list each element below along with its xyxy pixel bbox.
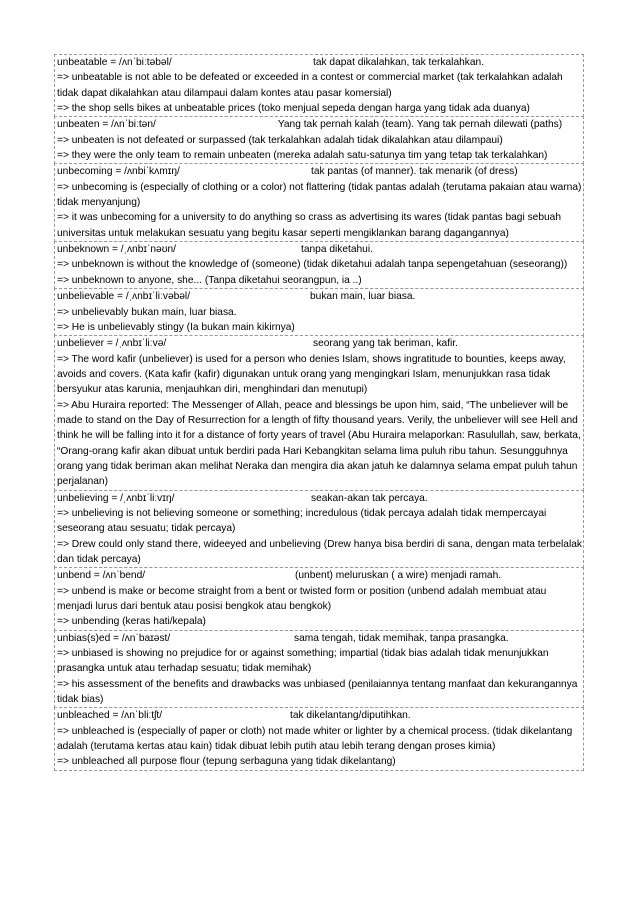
example-line: => unbeaten is not defeated or surpassed (tak terkalahkan adalah tidak dikalahkan atau dilampaui) bbox=[57, 134, 503, 146]
headword: unbeknown = /ˌʌnbɪˈnəʊn/ bbox=[57, 244, 177, 256]
dictionary-entry bbox=[54, 490, 584, 569]
translation: tak pantas (of manner). tak menarik (of dress) bbox=[311, 166, 518, 178]
entry-header bbox=[55, 708, 583, 723]
translation: seakan-akan tak percaya. bbox=[311, 492, 428, 504]
dictionary-entry bbox=[54, 163, 584, 242]
example-line: => unbelieving is not believing someone or something; incredulous (tidak percaya adalah tidak mempercayai seseorang atau sesuatu; tidak percaya) bbox=[57, 507, 547, 535]
entry-header bbox=[55, 55, 583, 70]
example-line: => The word kafir (unbeliever) is used for a person who denies Islam, shows ingratitude to bounties, keeps away, avoids and covers. (Kata kafir (kafir) digunakan untuk orang yang mengingkari Islam, menunjukkan rasa tidak bersyukur atas karunia, menjauhkan diri, menghindari dan menutupi) bbox=[57, 353, 566, 396]
example-line: => unbend is make or become straight from a bent or twisted form or position (unbend adalah membuat atau menjadi lurus dari bentuk atau posisi bengkok atau bengkok) bbox=[57, 585, 547, 613]
entry-header bbox=[55, 336, 583, 351]
headword: unbelievable = /ˌʌnbɪˈliːvəbəl/ bbox=[57, 291, 191, 303]
entry-header bbox=[55, 242, 583, 257]
dictionary-entry bbox=[54, 335, 584, 490]
headword: unbecoming = /ʌnbiˈkʌmɪŋ/ bbox=[57, 166, 180, 178]
example-line: => his assessment of the benefits and drawbacks was unbiased (penilaiannya tentang manfaat dan kekurangannya tidak bias) bbox=[57, 678, 578, 706]
entry-header bbox=[55, 491, 583, 506]
translation: Yang tak pernah kalah (team). Yang tak pernah dilewati (paths) bbox=[277, 119, 563, 131]
headword: unbeliever = /ˌʌnbɪˈliːvə/ bbox=[57, 338, 167, 350]
example-line: => unbecoming is (especially of clothing or a color) not flattering (tidak pantas adalah (terutama pakaian atau warna) tidak menyanjung) bbox=[57, 181, 582, 209]
example-line: => it was unbecoming for a university to do anything so crass as advertising its wares (tidak pantas bagi sebuah universitas untuk melakukan sesuatu yang begitu kasar seperti mengiklankan barang dagangannya) bbox=[57, 212, 561, 239]
dictionary-entry bbox=[54, 241, 584, 289]
entry-header bbox=[55, 164, 583, 179]
translation: tak dikelantang/diputihkan. bbox=[290, 710, 411, 722]
example-line: => unbleached is (especially of paper or cloth) not made whiter or lighter by a chemical process. (tidak dikelantang adalah (terutama kertas atau kain) tidak dibuat lebih putih atau lebih terang dengan proses kimia) bbox=[57, 725, 573, 753]
entry-header bbox=[55, 117, 583, 132]
translation: tak dapat dikalahkan, tak terkalahkan. bbox=[313, 57, 485, 68]
dictionary-entries bbox=[54, 55, 584, 771]
translation: (unbent) meluruskan ( a wire) menjadi ramah. bbox=[295, 570, 502, 582]
example-line: => unbelievably bukan main, luar biasa. bbox=[57, 306, 237, 318]
dictionary-entry bbox=[54, 567, 584, 630]
headword: unbleached = /ʌnˈbliːtʃt/ bbox=[57, 710, 163, 722]
translation: seorang yang tak beriman, kafir. bbox=[313, 338, 458, 350]
headword: unbend = /ʌnˈbend/ bbox=[57, 570, 146, 582]
example-line: => unbeknown to anyone, she... (Tanpa diketahui seorangpun, ia ..) bbox=[57, 274, 362, 286]
translation: bukan main, luar biasa. bbox=[310, 291, 416, 303]
translation: tanpa diketahui. bbox=[301, 244, 373, 256]
example-line: => the shop sells bikes at unbeatable prices (toko menjual sepeda dengan harga yang tidak ada duanya) bbox=[57, 103, 530, 115]
headword: unbias(s)ed = /ʌnˈbaɪəst/ bbox=[57, 632, 171, 644]
headword: unbeatable = /ʌnˈbiːtəbəl/ bbox=[57, 57, 172, 68]
example-line: => unbiased is showing no prejudice for or against something; impartial (tidak bias adalah tidak menunjukkan prasangka untuk atau terhadap sesuatu; tidak memihak) bbox=[57, 648, 549, 675]
example-line: => unbleached all purpose flour (tepung serbaguna yang tidak dikelantang) bbox=[57, 756, 396, 768]
dictionary-entry bbox=[54, 116, 584, 164]
entry-header bbox=[55, 631, 583, 646]
example-line: => Abu Huraira reported: The Messenger of Allah, peace and blessings be upon him, said, “The unbeliever will be made to stand on the Day of Resurrection for a length of fifty thousand years. Verily, the unbeliever will see Hell and think he will be falling into it for a distance of forty years of travel (Abu Huraira melaporkan: Rasulullah, saw, berkata, “Orang-orang kafir akan dibuat untuk berdiri pada Hari Kebangkitan selama lima puluh ribu tahun. Sesungguhnya orang yang tidak beriman akan melihat Neraka dan mengira dia akan jatuh ke dalamnya selama empat puluh tahun perjalanan) bbox=[57, 399, 581, 488]
example-line: => Drew could only stand there, wideeyed and unbelieving (Drew hanya bisa berdiri di sana, dengan mata terbelalak dan tidak percaya) bbox=[57, 538, 582, 565]
entry-header bbox=[55, 289, 583, 304]
dictionary-entry bbox=[54, 54, 584, 117]
dictionary-entry bbox=[54, 630, 584, 709]
dictionary-entry bbox=[54, 707, 584, 770]
example-line: => unbending (keras hati/kepala) bbox=[57, 616, 206, 628]
example-line: => unbeknown is without the knowledge of (someone) (tidak diketahui adalah tanpa sepengetahuan (seseorang)) bbox=[57, 259, 568, 271]
example-line: => He is unbelievably stingy (Ia bukan main kikirnya) bbox=[57, 321, 295, 333]
entry-header bbox=[55, 568, 583, 583]
headword: unbelieving = /ˌʌnbɪˈliːvɪŋ/ bbox=[57, 492, 175, 504]
example-line: => they were the only team to remain unbeaten (mereka adalah satu-satunya tim yang tetap tak terkalahkan) bbox=[57, 150, 548, 162]
dictionary-entry bbox=[54, 288, 584, 336]
translation: sama tengah, tidak memihak, tanpa prasangka. bbox=[294, 632, 509, 644]
headword: unbeaten = /ʌnˈbiːtən/ bbox=[57, 119, 156, 131]
example-line: => unbeatable is not able to be defeated or exceeded in a contest or commercial market (tak terkalahkan adalah tidak dapat dikalahkan atau dilampaui dalam kontes atau pasar komersial) bbox=[57, 72, 563, 99]
